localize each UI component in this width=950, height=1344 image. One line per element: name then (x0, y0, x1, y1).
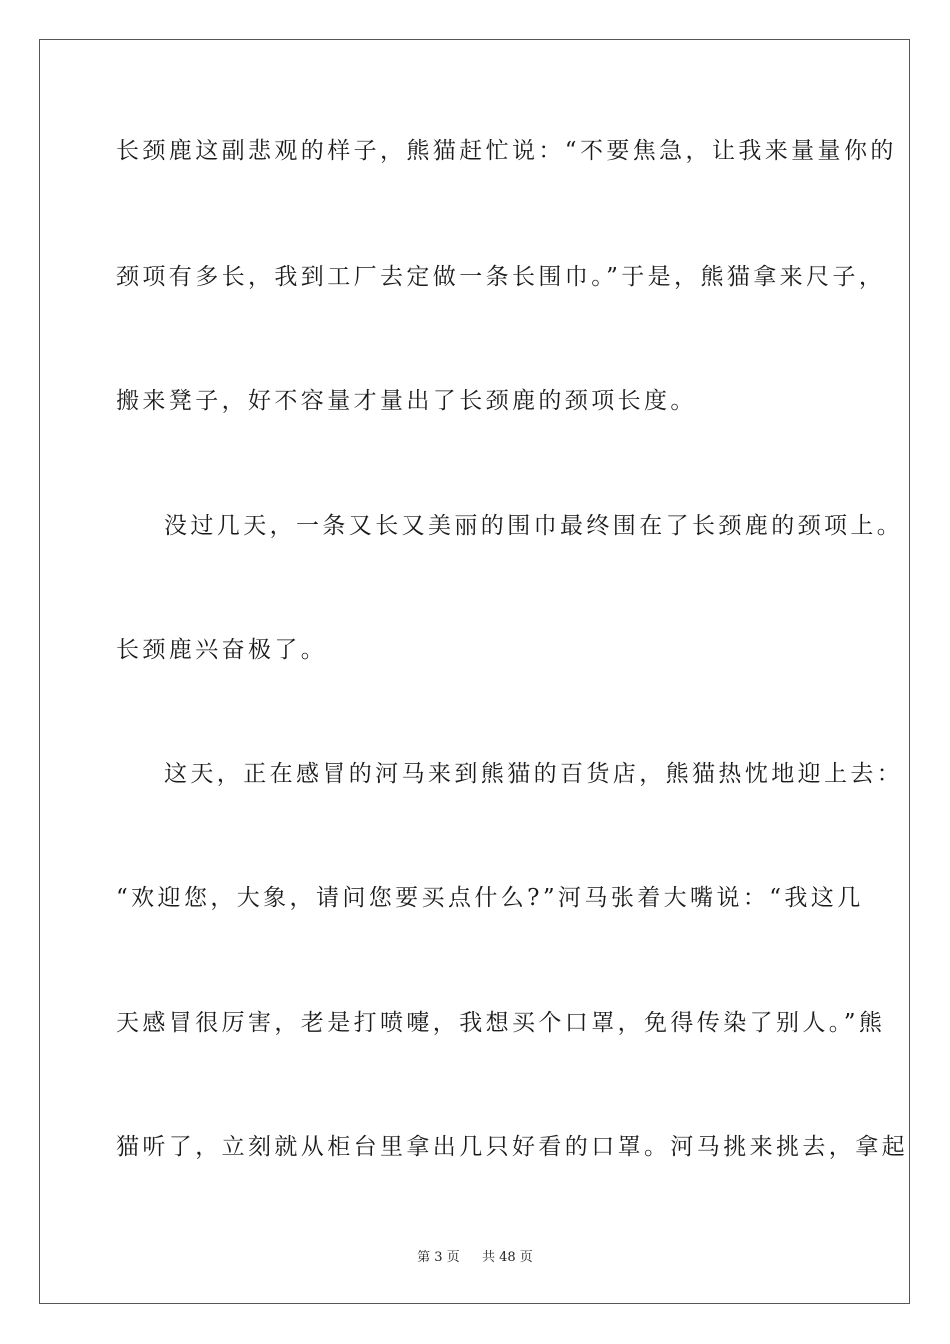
text-line: 长颈鹿兴奋极了。 (116, 637, 328, 663)
text-line-paragraph-start: 这天，正在感冒的河马来到熊猫的百货店，熊猫热忱地迎上去： (164, 761, 904, 787)
text-line: 搬来凳子，好不容量才量出了长颈鹿的颈项长度。 (116, 388, 697, 414)
total-pages: 共 48 页 (482, 1250, 533, 1265)
page-number: 第 3 页 (417, 1250, 460, 1265)
text-line-paragraph-start: 没过几天，一条又长又美丽的围巾最终围在了长颈鹿的颈项上。 (164, 513, 904, 539)
text-line: 颈项有多长，我到工厂去定做一条长围巾。”于是，熊猫拿来尺子， (116, 264, 886, 290)
text-line: 猫听了，立刻就从柜台里拿出几只好看的口罩。河马挑来挑去，拿起 (116, 1134, 908, 1160)
page-border (39, 39, 910, 1304)
text-line: “欢迎您，大象，请问您要买点什么?”河马张着大嘴说：“我这几 (116, 885, 864, 911)
text-line: 天感冒很厉害，老是打喷嚏，我想买个口罩，免得传染了别人。”熊 (116, 1010, 886, 1036)
text-line: 长颈鹿这副悲观的样子，熊猫赶忙说：“不要焦急，让我来量量你的 (116, 138, 897, 164)
page-footer (0, 1246, 950, 1265)
